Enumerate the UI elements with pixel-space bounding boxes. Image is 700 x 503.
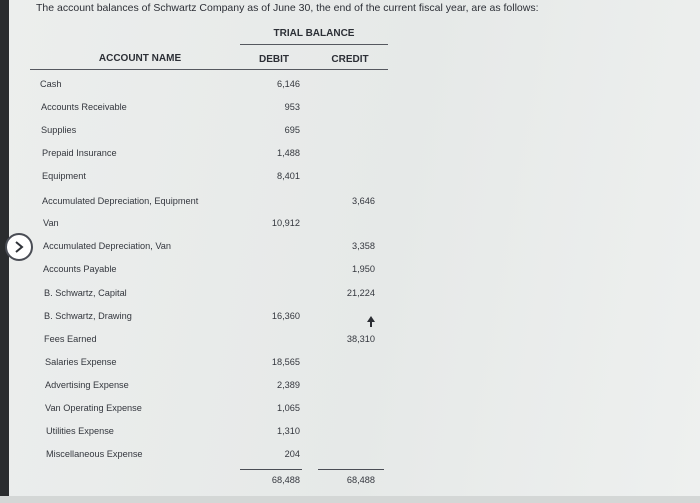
credit-total-line bbox=[318, 469, 384, 470]
debit-total-line bbox=[240, 469, 302, 470]
credit-header: CREDIT bbox=[331, 54, 369, 65]
mouse-pointer-icon bbox=[366, 315, 376, 333]
table-row bbox=[0, 79, 700, 97]
debit-amount: 18,565 bbox=[271, 357, 300, 367]
totals-row bbox=[0, 475, 700, 493]
account-name: Cash bbox=[40, 79, 62, 89]
credit-amount: 1,950 bbox=[352, 264, 375, 274]
table-row bbox=[0, 426, 700, 444]
table-row bbox=[0, 218, 700, 236]
credit-amount: 3,646 bbox=[352, 196, 375, 206]
debit-amount: 8,401 bbox=[277, 171, 300, 181]
table-row bbox=[0, 241, 700, 259]
title-underline bbox=[240, 44, 388, 45]
account-name: B. Schwartz, Capital bbox=[44, 288, 127, 298]
account-name: Accumulated Depreciation, Equipment bbox=[42, 196, 199, 206]
account-name: Fees Earned bbox=[44, 334, 97, 344]
account-name: Van Operating Expense bbox=[45, 403, 142, 413]
debit-amount: 16,360 bbox=[271, 311, 300, 321]
account-name-header: ACCOUNT NAME bbox=[98, 53, 182, 64]
chevron-right-icon[interactable] bbox=[5, 233, 33, 261]
account-name: Advertising Expense bbox=[45, 380, 129, 390]
account-name: Utilities Expense bbox=[46, 426, 114, 436]
debit-amount: 2,389 bbox=[277, 380, 300, 390]
credit-amount: 3,358 bbox=[352, 241, 375, 251]
account-name: Van bbox=[43, 218, 59, 228]
debit-amount: 695 bbox=[284, 125, 300, 135]
debit-amount: 10,912 bbox=[271, 218, 300, 228]
table-row bbox=[0, 288, 700, 306]
account-name: Accounts Receivable bbox=[41, 102, 127, 112]
table-row bbox=[0, 311, 700, 329]
table-row bbox=[0, 380, 700, 398]
debit-header: DEBIT bbox=[259, 54, 289, 65]
header-underline bbox=[30, 69, 388, 70]
account-name: Salaries Expense bbox=[45, 357, 117, 367]
debit-amount: 1,488 bbox=[277, 148, 300, 158]
intro-text: The account balances of Schwartz Company as of June 30, the end of the current fiscal year, are as follows: bbox=[36, 2, 539, 14]
table-row bbox=[0, 264, 700, 282]
table-row bbox=[0, 357, 700, 375]
table-row bbox=[0, 403, 700, 421]
table-row bbox=[0, 196, 700, 214]
account-name: Accumulated Depreciation, Van bbox=[43, 241, 172, 251]
debit-amount: 204 bbox=[284, 449, 300, 459]
credit-amount: 38,310 bbox=[346, 334, 375, 344]
total-credit: 68,488 bbox=[346, 475, 375, 485]
table-row bbox=[0, 125, 700, 143]
total-debit: 68,488 bbox=[271, 475, 300, 485]
account-name: Equipment bbox=[42, 171, 86, 181]
credit-amount: 21,224 bbox=[346, 288, 375, 298]
account-name: B. Schwartz, Drawing bbox=[44, 311, 132, 321]
debit-amount: 6,146 bbox=[277, 79, 300, 89]
table-row bbox=[0, 449, 700, 467]
table-row bbox=[0, 148, 700, 166]
debit-amount: 1,065 bbox=[277, 403, 300, 413]
table-row bbox=[0, 334, 700, 352]
account-name: Prepaid Insurance bbox=[42, 148, 117, 158]
table-row bbox=[0, 102, 700, 120]
bottom-edge bbox=[0, 496, 700, 503]
account-name: Accounts Payable bbox=[43, 264, 117, 274]
debit-amount: 1,310 bbox=[277, 426, 300, 436]
account-name: Supplies bbox=[41, 125, 77, 135]
debit-amount: 953 bbox=[284, 102, 300, 112]
table-row bbox=[0, 171, 700, 189]
trial-balance-title: TRIAL BALANCE bbox=[273, 28, 355, 39]
account-name: Miscellaneous Expense bbox=[46, 449, 143, 459]
